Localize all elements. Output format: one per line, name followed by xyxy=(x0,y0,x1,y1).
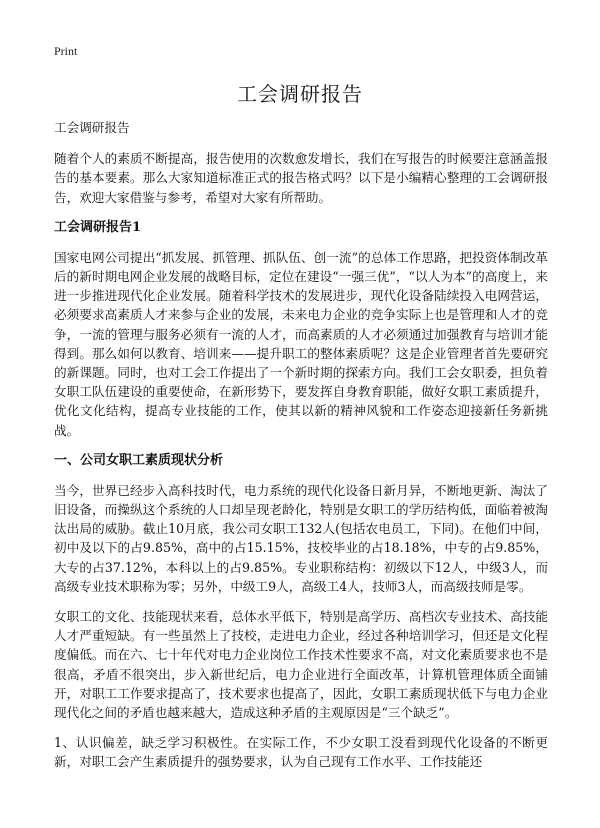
print-link[interactable]: Print xyxy=(54,44,78,58)
intro-paragraph: 随着个人的素质不断提高，报告使用的次数愈发增长，我们在写报告的时候要注意涵盖报告的基本要素。那么大家知道标准正式的报告格式吗？以下是小编精心整理的工会调研报告，欢迎大家借鉴与参考，希望对大家有所帮助。 xyxy=(54,151,548,205)
section-2-paragraph-3: 1、认识偏差，缺乏学习积极性。在实际工作，不少女职工没看到现代化设备的不断更新，对职工会产生素质提升的强势要求，认为自己现有工作水平、工作技能还 xyxy=(54,735,548,770)
document-subtitle: 工会调研报告 xyxy=(54,120,130,135)
section-heading-status-analysis: 一、公司女职工素质现状分析 xyxy=(54,452,224,468)
section-2-paragraph-2: 女职工的文化、技能现状来看，总体水平低下，特别是高学历、高档次专业技术、高技能人才严重短缺。有一些虽然上了技校，走进电力企业，经过各种培训学习，但还是文化程度偏低。而在六、七十年代对电力企业岗位工作技术性要求不高，对文化素质要求也不是很高，矛盾不很突出，步入新世纪后，电力企业进行全面改革，计算机管理体质全面铺开，对职工工作要求提高了，技术要求也提高了，因此，女职工素质现状低下与电力企业现代化之间的矛盾也越来越大，造成这种矛盾的主观原因是“三个缺乏”。 xyxy=(54,609,548,721)
section-2-paragraph-1: 当今，世界已经步入高科技时代，电力系统的现代化设备日新月异，不断地更新、淘汰了旧设备，而操纵这个系统的人口却呈现老龄化，特别是女职工的学历结构低，面临着被淘汰出局的威胁。截止10月底，我公司女职工132人(包括农电员工，下同)。在他们中间，初中及以下的占9.85%，高中的占15.15%，技校毕业的占18.18%，中专的占9.85%，大专的占37.12%，本科以上的占9.85%。专业职称结构：初级以下12人，中级3人，而高级专业技术职称为零；另外，中级工9人，高级工4人，技师3人，而高级技师是零。 xyxy=(54,482,548,594)
section-heading-report-1: 工会调研报告1 xyxy=(54,219,142,235)
document-title: 工会调研报告 xyxy=(237,82,363,106)
document-body xyxy=(54,118,548,783)
section-1-paragraph: 国家电网公司提出“抓发展、抓管理、抓队伍、创一流”的总体工作思路，把投资体制改革后的新时期电网企业发展的战略目标，定位在建设“一强三优”，“以人为本”的高度上，来进一步推进现代化企业发展。随着科学技术的发展进步，现代化设备陆续投入电网营运，必须要求高素质人才来参与企业的发展，未来电力企业的竞争实际上也是管理和人才的竞争，一流的管理与服务必须有一流的人才，而高素质的人才必须通过加强教育与培训才能得到。那么如何以教育、培训来——提升职工的整体素质呢？这是企业管理者首先要研究的新课题。同时，也对工会工作提出了一个新时期的探索方向。我们工会女职委，担负着女职工队伍建设的重要使命，在新形势下，要发挥自身教育职能，做好女职工素质提升，优化文化结构，提高专业技能的工作，使其以新的精神风貌和工作姿态迎接新任务新挑战。 xyxy=(54,249,548,438)
